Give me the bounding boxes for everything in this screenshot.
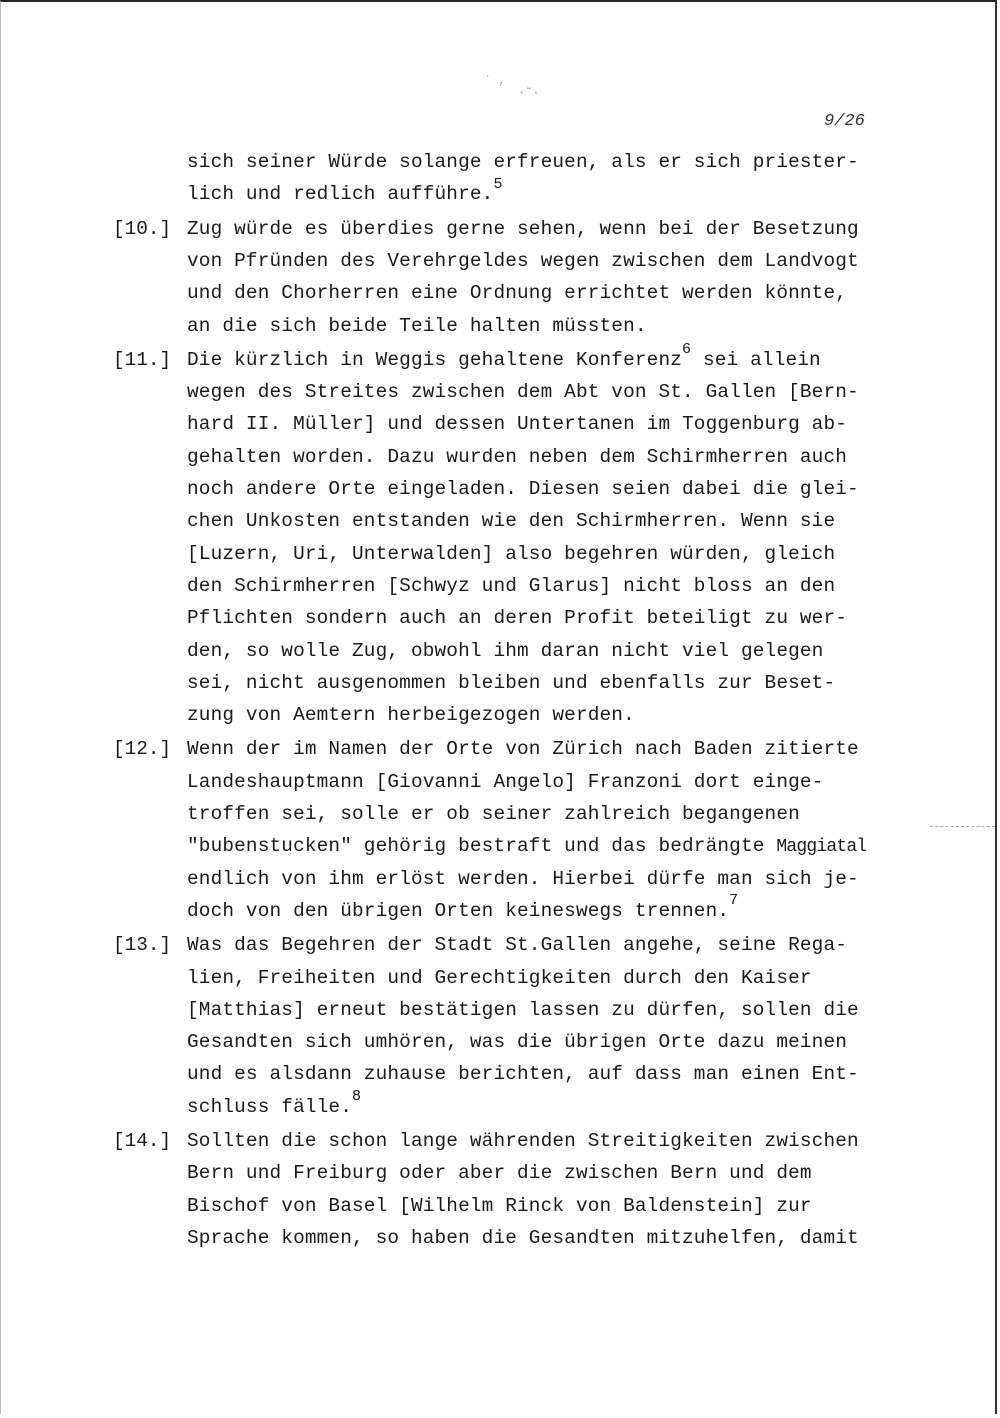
line-text: Landeshauptmann [Giovanni Angelo] Franzoni dort einge-	[187, 770, 824, 793]
text-line	[187, 249, 887, 272]
text-line	[187, 341, 887, 371]
line-text: Sprache kommen, so haben die Gesandten mitzuhelfen, damit	[187, 1226, 859, 1249]
text-line	[187, 1132, 887, 1151]
line-text: schluss fälle.	[187, 1095, 353, 1118]
text-line	[187, 966, 887, 989]
text-line	[187, 1033, 887, 1052]
text-line	[187, 512, 887, 531]
text-line	[187, 153, 887, 172]
text-line	[187, 609, 887, 628]
footnote-marker: 8	[352, 1088, 362, 1106]
footnote-marker: 6	[682, 341, 692, 359]
line-text: lich und redlich aufführe.	[187, 183, 494, 206]
text-line	[187, 706, 887, 725]
line-text: und den Chorherren eine Ordnung errichtet werden könnte,	[187, 282, 848, 305]
paragraph-number: [14.]	[113, 1130, 172, 1152]
line-text: an die sich beide Teile halten müssten.	[187, 314, 647, 337]
paragraph-number: [11.]	[113, 348, 172, 371]
paragraph-number: [13.]	[113, 934, 172, 957]
text-line	[187, 1194, 887, 1217]
line-text: den Schirmherren [Schwyz und Glarus] nicht bloss an den	[187, 574, 836, 597]
text-line	[187, 892, 887, 922]
scan-speck: ·˜·	[518, 86, 540, 100]
text-line	[187, 805, 887, 824]
text-line	[187, 1088, 887, 1118]
line-text-condensed: Maggiatal	[776, 837, 867, 858]
text-line	[187, 671, 887, 694]
line-text: Was das Begehren der Stadt St.Gallen angehe, seine Rega-	[187, 934, 848, 957]
line-text: lien, Freiheiten und Gerechtigkeiten durch den Kaiser	[187, 966, 812, 989]
text-line	[187, 217, 887, 240]
text-line	[187, 542, 887, 565]
line-text: doch von den übrigen Orten keineswegs trennen.	[187, 899, 730, 922]
line-text: [Luzern, Uri, Unterwalden] also begehren würden, gleich	[187, 542, 836, 565]
line-text: Gesandten sich umhören, was die übrigen Orte dazu meinen	[187, 1031, 848, 1054]
line-text: endlich von ihm erlöst werden. Hierbei dürfe man sich je-	[187, 867, 859, 890]
text-line	[187, 837, 887, 856]
line-text: Bern und Freiburg oder aber die zwischen Bern und dem	[187, 1162, 812, 1185]
line-text: von Pfründen des Verehrgeldes wegen zwischen dem Landvogt	[187, 249, 859, 272]
line-text: wegen des Streites zwischen dem Abt von St. Gallen [Bern-	[187, 381, 859, 404]
text-line	[187, 1164, 887, 1183]
line-text: chen Unkosten entstanden wie den Schirmherren. Wenn sie	[187, 510, 836, 533]
line-text: den, so wolle Zug, obwohl ihm daran nicht viel gelegen	[187, 639, 824, 662]
line-text: Zug würde es überdies gerne sehen, wenn bei der Besetzung	[187, 217, 859, 240]
text-line	[187, 1226, 887, 1249]
line-text: Sollten die schon lange währenden Streitigkeiten zwischen	[187, 1130, 859, 1152]
line-text: Die kürzlich in Weggis gehaltene Konferenz	[187, 348, 683, 371]
line-text: gehalten worden. Dazu wurden neben dem Schirmherren auch	[187, 445, 848, 468]
text-line	[187, 770, 887, 793]
text-line	[187, 574, 887, 597]
line-text: [Matthias] erneut bestätigen lassen zu dürfen, sollen die	[187, 998, 859, 1021]
line-text: und es alsdann zuhause berichten, auf dass man einen Ent-	[187, 1063, 859, 1086]
line-text: sich seiner Würde solange erfreuen, als er sich priester-	[187, 151, 859, 173]
page-number: 9/26	[824, 112, 865, 131]
text-line	[187, 415, 887, 434]
line-text: Pflichten sondern auch an deren Profit beteiligt zu wer-	[187, 607, 848, 630]
text-line	[187, 740, 887, 759]
line-text: "bubenstucken" gehörig bestraft und das bedrängte	[187, 835, 777, 858]
line-text: Wenn der im Namen der Orte von Zürich nach Baden zitierte	[187, 738, 859, 761]
text-line	[187, 314, 887, 337]
footnote-marker: 5	[493, 175, 503, 193]
scan-speck: ˙ ,	[484, 74, 506, 88]
line-text: hard II. Müller] und dessen Untertanen im Toggenburg ab-	[187, 413, 848, 436]
text-line	[187, 480, 887, 499]
text-line	[187, 998, 887, 1021]
text-line	[187, 445, 887, 468]
scan-edge-mark	[930, 826, 995, 827]
text-line	[187, 867, 887, 890]
text-line	[187, 175, 887, 206]
text-line	[187, 1065, 887, 1084]
line-text: troffen sei, solle er ob seiner zahlreich begangenen	[187, 803, 800, 825]
line-text: Bischof von Basel [Wilhelm Rinck von Baldenstein] zur	[187, 1194, 812, 1217]
text-line	[187, 639, 887, 662]
footnote-marker: 7	[729, 892, 739, 910]
line-text: noch andere Orte eingeladen. Diesen seien dabei die glei-	[187, 478, 859, 500]
line-text-continued: sei allein	[691, 348, 821, 371]
paragraph-number: [12.]	[113, 738, 172, 761]
text-line	[187, 383, 887, 402]
text-line	[187, 284, 887, 303]
paragraph-number: [10.]	[113, 217, 172, 240]
line-text: sei, nicht ausgenommen bleiben und ebenfalls zur Beset-	[187, 671, 836, 694]
text-line	[187, 936, 887, 955]
line-text: zung von Aemtern herbeigezogen werden.	[187, 704, 635, 727]
